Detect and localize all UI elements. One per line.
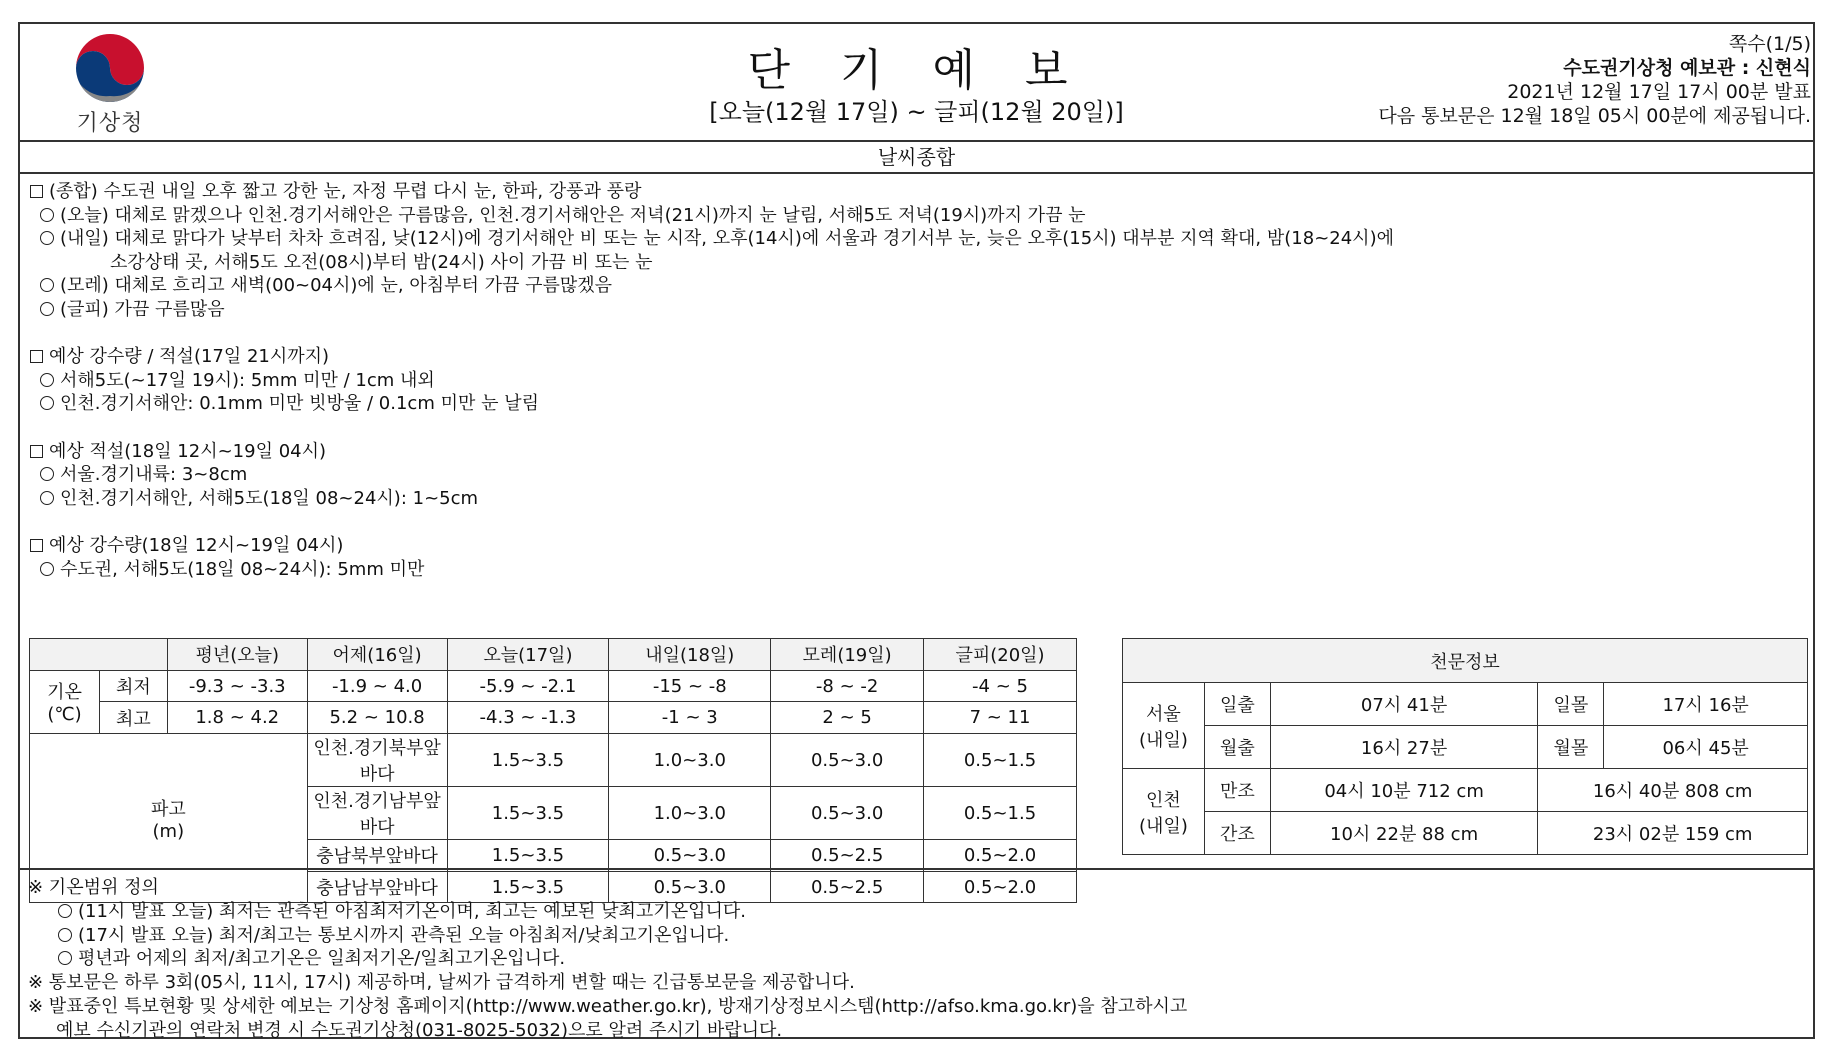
checkbox-icon [30, 539, 43, 552]
forecast-document [18, 22, 1815, 1039]
table-row: 기온 (℃) 최저 -9.3 ~ -3.3 -1.9 ~ 4.0 -5.9 ~ -2.1 -15 ~ -8 -8 ~ -2 -4 ~ 5 [30, 670, 1077, 702]
table-row: 파고 (m) 인천.경기북부앞바다 1.5~3.5 1.0~3.0 0.5~3.0 0.5~1.5 [30, 734, 1077, 787]
table-row: 간조 10시 22분 88 cm 23시 02분 159 cm [1123, 812, 1808, 855]
summary-item: 인천.경기서해안, 서해5도(18일 08~24시): 1~5cm [30, 487, 1394, 511]
column-header: 모레(19일) [771, 639, 924, 671]
footer-item: 평년과 어제의 최저/최고기온은 일최저기온/일최고기온입니다. [28, 947, 1813, 971]
forecaster: 수도권기상청 예보관 : 신현식 [1563, 57, 1811, 79]
document-subtitle: [오늘(12월 17일) ~ 글피(12월 20일)] [709, 98, 1124, 126]
min-label: 최저 [99, 670, 167, 702]
footer-item: (11시 발표 오늘) 최저는 관측된 아침최저기온이며, 최고는 예보된 낮최고기온입니다. [28, 900, 1813, 924]
circle-icon [40, 208, 54, 222]
document-meta [1378, 32, 1811, 128]
circle-icon [40, 562, 54, 576]
circle-icon [58, 928, 72, 942]
summary-heading: 예상 강수량(18일 12시~19일 04시) [30, 534, 1394, 558]
circle-icon [40, 231, 54, 245]
table-row: 월출 16시 27분 월몰 06시 45분 [1123, 726, 1808, 769]
table-row: 인천.경기남부앞바다 1.5~3.5 1.0~3.0 0.5~3.0 0.5~1.5 [30, 787, 1077, 840]
checkbox-icon [30, 185, 43, 198]
summary-item: 수도권, 서해5도(18일 08~24시): 5mm 미만 [30, 558, 1394, 582]
table-header-row [1123, 639, 1808, 683]
summary-item: (모레) 대체로 흐리고 새벽(00~04시)에 눈, 아침부터 가끔 구름많겠음 [30, 274, 1394, 298]
circle-icon [40, 373, 54, 387]
summary-item: 서울.경기내륙: 3~8cm [30, 463, 1394, 487]
summary-item: (내일) 대체로 맑다가 낮부터 차차 흐려짐, 낮(12시)에 경기서해안 비 또는 눈 시작, 오후(14시)에 서울과 경기서부 눈, 늦은 오후(15시) 대부분 지역 확대, 밤(18~24시)에 [30, 227, 1394, 251]
section-title: 날씨종합 [20, 142, 1813, 174]
logo-text: 기상청 [76, 111, 144, 136]
footer-note: ※ 기온범위 정의 [28, 877, 159, 898]
document-footer [20, 868, 1813, 1043]
checkbox-icon [30, 445, 43, 458]
summary-item: (글피) 가끔 구름많음 [30, 298, 1394, 322]
sea-area: 인천.경기북부앞바다 [307, 734, 447, 787]
summary-item: 인천.경기서해안: 0.1mm 미만 빗방울 / 0.1cm 미만 눈 날림 [30, 392, 1394, 416]
sea-area: 인천.경기남부앞바다 [307, 787, 447, 840]
location-inchon: 인천 (내일) [1123, 769, 1205, 855]
table-row: 서울 (내일) 일출 07시 41분 일몰 17시 16분 [1123, 683, 1808, 726]
circle-icon [40, 491, 54, 505]
sea-area: 충남남부앞바다 [307, 871, 447, 903]
astronomy-table [1122, 638, 1808, 855]
checkbox-icon [30, 350, 43, 363]
summary-heading: (종합) 수도권 내일 오후 짧고 강한 눈, 자정 무렵 다시 눈, 한파, 강풍과 풍랑 [30, 180, 1394, 204]
circle-icon [40, 467, 54, 481]
document-header [20, 24, 1813, 142]
column-header: 글피(20일) [924, 639, 1077, 671]
issued-time: 2021년 12월 17일 17시 00분 발표 [1507, 81, 1811, 103]
footer-note: ※ 통보문은 하루 3회(05시, 11시, 17시) 제공하며, 날씨가 급격하게 변할 때는 긴급통보문을 제공합니다. [28, 972, 855, 994]
summary-heading: 예상 강수량 / 적설(17일 21시까지) [30, 345, 1394, 369]
max-label: 최고 [99, 702, 167, 734]
forecast-table [29, 638, 1077, 903]
column-header: 평년(오늘) [167, 639, 307, 671]
table-row: 충남남부앞바다 1.5~3.5 0.5~3.0 0.5~2.5 0.5~2.0 [30, 871, 1077, 903]
table-row: 최고 1.8 ~ 4.2 5.2 ~ 10.8 -4.3 ~ -1.3 -1 ~ 3 2 ~ 5 7 ~ 11 [30, 702, 1077, 734]
footer-note-continued: 예보 수신기관의 연락처 변경 시 수도권기상청(031-8025-5032)으로 알려 주시기 바랍니다. [56, 1019, 783, 1041]
footer-note: ※ 발표중인 특보현황 및 상세한 예보는 기상청 홈페이지(http://www.weather.go.kr), 방재기상정보시스템(http://afso.kma.go.kr)을 참고하시고 [28, 995, 1188, 1017]
weather-summary [30, 180, 1394, 581]
table-row: 충남북부앞바다 1.5~3.5 0.5~3.0 0.5~2.5 0.5~2.0 [30, 840, 1077, 872]
circle-icon [58, 951, 72, 965]
temp-label: 기온 (℃) [30, 670, 100, 733]
summary-item-continued: 소강상태 곳, 서해5도 오전(08시)부터 밤(24시) 사이 가끔 비 또는 눈 [110, 251, 653, 273]
column-header: 내일(18일) [609, 639, 771, 671]
footer-item: (17시 발표 오늘) 최저/최고는 통보시까지 관측된 오늘 아침최저/낮최고기온입니다. [28, 924, 1813, 948]
column-header: 어제(16일) [307, 639, 447, 671]
circle-icon [40, 302, 54, 316]
document-title: 단 기 예 보 [747, 45, 1086, 96]
column-header: 오늘(17일) [447, 639, 609, 671]
table-header-row [30, 639, 1077, 671]
circle-icon [40, 396, 54, 410]
page-number: 쪽수(1/5) [1728, 33, 1811, 55]
circle-icon [58, 904, 72, 918]
table-row: 인천 (내일) 만조 04시 10분 712 cm 16시 40분 808 cm [1123, 769, 1808, 812]
location-seoul: 서울 (내일) [1123, 683, 1205, 769]
summary-item: 서해5도(~17일 19시): 5mm 미만 / 1cm 내외 [30, 369, 1394, 393]
sea-area: 충남북부앞바다 [307, 840, 447, 872]
circle-icon [40, 278, 54, 292]
wave-label: 파고 (m) [30, 734, 308, 903]
next-issue: 다음 통보문은 12월 18일 05시 00분에 제공됩니다. [1378, 105, 1811, 127]
astronomy-title: 천문정보 [1123, 639, 1808, 683]
summary-heading: 예상 적설(18일 12시~19일 04시) [30, 440, 1394, 464]
summary-item: (오늘) 대체로 맑겠으나 인천.경기서해안은 구름많음, 인천.경기서해안은 저녁(21시)까지 눈 날림, 서해5도 저녁(19시)까지 가끔 눈 [30, 204, 1394, 228]
